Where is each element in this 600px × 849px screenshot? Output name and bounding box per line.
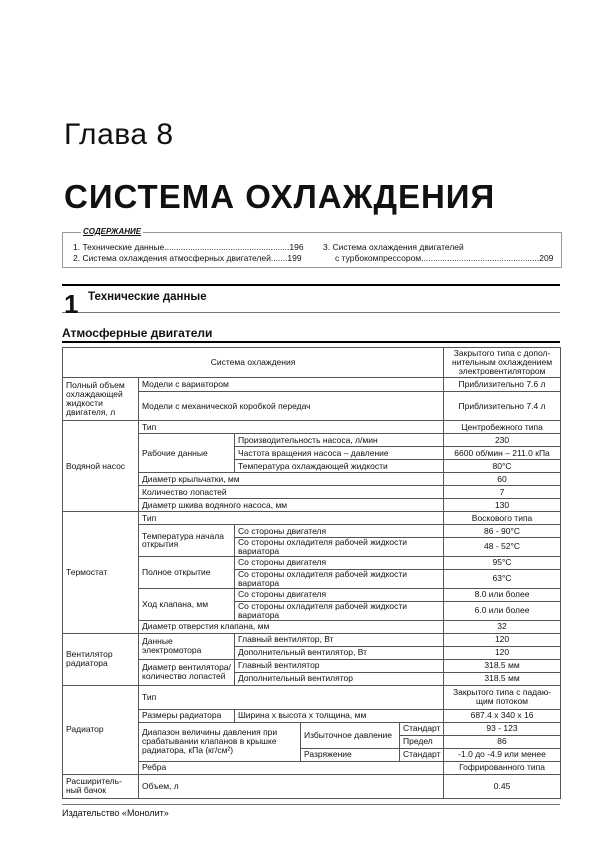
group-thermostat: Термостат xyxy=(63,512,139,634)
row-value: 7 xyxy=(444,486,561,499)
table-row xyxy=(63,512,561,525)
contents-item-3-cont[interactable]: с турбокомпрессором..................................................209 xyxy=(335,253,554,263)
section-heading xyxy=(62,284,560,319)
section-number: 1 xyxy=(64,289,79,319)
row-label: Дополнительный вентилятор xyxy=(235,672,444,685)
row-label: Тип xyxy=(139,421,444,434)
contents-box xyxy=(62,227,562,268)
subgroup-fan-motor: Данные электромотора xyxy=(139,633,235,659)
row-value: Гофрированного типа xyxy=(444,761,561,774)
contents-item-3[interactable]: 3. Система охлаждения двигателей xyxy=(323,242,464,252)
table-row xyxy=(63,633,561,646)
table-row xyxy=(63,421,561,434)
subsection-title: Атмосферные двигатели xyxy=(62,326,213,340)
row-value: Центробежного типа xyxy=(444,421,561,434)
row-label: Тип xyxy=(139,685,444,709)
publisher-footer: Издательство «Монолит» xyxy=(62,808,169,818)
row-value: 86 xyxy=(444,735,561,748)
row-label: Разряжение xyxy=(301,748,400,761)
header-type: Закрытого типа с допол-нительным охлаждением электровентилятором xyxy=(444,348,561,378)
row-label: Диаметр отверстия клапана, мм xyxy=(139,620,444,633)
row-label: Тип xyxy=(139,512,444,525)
row-label: Размеры радиатора xyxy=(139,709,235,722)
row-value: 230 xyxy=(444,434,561,447)
table-row xyxy=(63,378,561,392)
row-value: 0.45 xyxy=(444,774,561,798)
row-value: 120 xyxy=(444,646,561,659)
row-label: Со стороны двигателя xyxy=(235,588,444,601)
table-row xyxy=(63,685,561,709)
row-value: 63°C xyxy=(444,569,561,588)
subsection-rule xyxy=(62,341,560,343)
row-value: 60 xyxy=(444,473,561,486)
row-label: Частота вращения насоса – давление xyxy=(235,447,444,460)
table-row xyxy=(63,774,561,798)
subgroup-pump-work: Рабочие данные xyxy=(139,434,235,473)
row-value: 8.0 или более xyxy=(444,588,561,601)
row-label: Со стороны охладителя рабочей жидкости вариатора xyxy=(235,538,444,557)
row-label: Количество лопастей xyxy=(139,486,444,499)
group-pump: Водяной насос xyxy=(63,421,139,512)
row-value: 130 xyxy=(444,499,561,512)
contents-item-2[interactable]: 2. Система охлаждения атмосферных двигателей.......199 xyxy=(73,253,302,263)
row-value: 6600 об/мин – 211.0 кПа xyxy=(444,447,561,460)
table-header-row xyxy=(63,348,561,378)
row-label: Ребра xyxy=(139,761,444,774)
group-volume: Полный объем охлаждающей жидкости двигателя, л xyxy=(63,378,139,421)
row-value: -1.0 до -4.9 или менее xyxy=(444,748,561,761)
row-value: 95°C xyxy=(444,556,561,569)
row-value: Закрытого типа с падаю-щим потоком xyxy=(444,685,561,709)
row-value: Восковогo типа xyxy=(444,512,561,525)
row-label: Со стороны охладителя рабочей жидкости вариатора xyxy=(235,601,444,620)
row-label: Производительность насоса, л/мин xyxy=(235,434,444,447)
row-value: 318.5 мм xyxy=(444,659,561,672)
group-fan: Вентилятор радиатора xyxy=(63,633,139,685)
row-label: Температура охлаждающей жидкости xyxy=(235,460,444,473)
row-value: 318.5 мм xyxy=(444,672,561,685)
row-sublabel: Предел xyxy=(400,735,444,748)
row-label: Избыточное давление xyxy=(301,722,400,748)
row-desc: Ширина х высота х толщина, мм xyxy=(235,709,444,722)
subgroup-th-start: Температура начала открытия xyxy=(139,525,235,557)
row-label: Главный вентилятор, Вт xyxy=(235,633,444,646)
contents-header: СОДЕРЖАНИЕ xyxy=(83,227,142,236)
row-label: Дополнительный вентилятор, Вт xyxy=(235,646,444,659)
subgroup-fan-diam: Диаметр вентилятора/ количество лопастей xyxy=(139,659,235,685)
row-value: 32 xyxy=(444,620,561,633)
row-label: Диаметр шкива водяного насоса, мм xyxy=(139,499,444,512)
group-tank: Расширитель-ный бачок xyxy=(63,774,139,798)
row-label: Со стороны двигателя xyxy=(235,525,444,538)
row-sublabel: Стандарт xyxy=(400,722,444,735)
row-label: Диаметр крыльчатки, мм xyxy=(139,473,444,486)
row-value: 86 - 90°C xyxy=(444,525,561,538)
row-value: 93 - 123 xyxy=(444,722,561,735)
row-value: 6.0 или более xyxy=(444,601,561,620)
row-label: Главный вентилятор xyxy=(235,659,444,672)
contents-item-1[interactable]: 1. Технические данные.....................................................196 xyxy=(73,242,304,252)
footer-rule xyxy=(62,804,560,805)
row-label: Модели с вариатором xyxy=(139,378,444,392)
row-value: Приблизительно 7.4 л xyxy=(444,392,561,421)
row-value: 120 xyxy=(444,633,561,646)
row-label: Объем, л xyxy=(139,774,444,798)
spec-table xyxy=(62,347,561,799)
row-label: Со стороны двигателя xyxy=(235,556,444,569)
subgroup-th-full: Полное открытие xyxy=(139,556,235,588)
subgroup-th-stroke: Ход клапана, мм xyxy=(139,588,235,620)
row-value: 80°C xyxy=(444,460,561,473)
row-sublabel: Стандарт xyxy=(400,748,444,761)
row-value: 687.4 x 340 x 16 xyxy=(444,709,561,722)
section-title: Технические данные xyxy=(88,291,207,303)
header-system: Система охлаждения xyxy=(63,348,444,378)
chapter-label: Глава 8 xyxy=(64,118,174,151)
chapter-title: СИСТЕМА ОХЛАЖДЕНИЯ xyxy=(64,178,496,215)
row-label: Модели с механической коробкой передач xyxy=(139,392,444,421)
group-radiator: Радиатор xyxy=(63,685,139,774)
subgroup-rad-pressure: Диапазон величины давления при срабатывании клапанов в крышке радиатора, кПа (кг/см²) xyxy=(139,722,301,761)
row-value: Приблизительно 7.6 л xyxy=(444,378,561,392)
row-label: Со стороны охладителя рабочей жидкости вариатора xyxy=(235,569,444,588)
row-value: 48 - 52°C xyxy=(444,538,561,557)
